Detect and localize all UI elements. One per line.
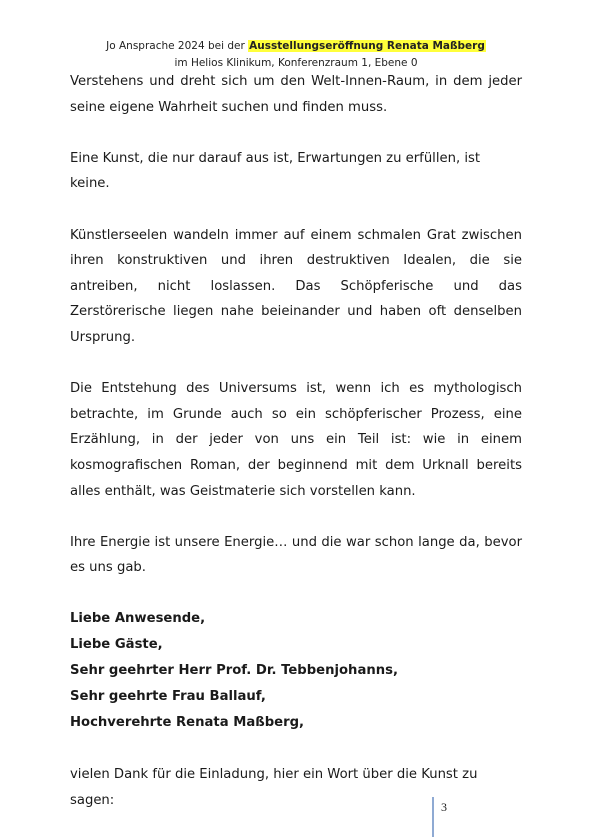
header-highlight: Ausstellungseröffnung Renata Maßberg <box>249 40 485 52</box>
page-header <box>0 38 592 72</box>
document-body <box>70 69 522 839</box>
closing-paragraph: vielen Dank für die Einladung, hier ein Wort über die Kunst zu sagen: <box>70 767 478 808</box>
paragraph: Die Entstehung des Universums ist, wenn ich es mythologisch betrachte, im Grunde auch so ein schöpferischer Prozess, eine Erzählung, in der jeder von uns ein Teil ist: wie in einem kosmografischen Roman, der beginnend mit dem Urknall bereits alles enthält, was Geistmaterie sich vorstellen kann. <box>70 381 522 499</box>
salutation-block <box>70 606 522 736</box>
salutation-line: Liebe Gäste, <box>70 637 163 653</box>
header-line-2: im Helios Klinikum, Konferenzraum 1, Ebene 0 <box>174 57 418 69</box>
paragraph: Verstehens und dreht sich um den Welt-Innen-Raum, in dem jeder seine eigene Wahrheit suchen und finden muss. <box>70 74 522 115</box>
header-line-1 <box>0 38 592 55</box>
paragraph: Künstlerseelen wandeln immer auf einem schmalen Grat zwischen ihren konstruktiven und ihren destruktiven Idealen, die sie antreiben, nicht loslassen. Das Schöpferische und das Zerstörerische liegen nahe beieinander und haben oft denselben Ursprung. <box>70 227 522 345</box>
paragraph: Ihre Energie ist unsere Energie… und die war schon lange da, bevor es uns gab. <box>70 534 522 576</box>
page-number-bar <box>432 797 434 837</box>
salutation-line: Sehr geehrter Herr Prof. Dr. Tebbenjohanns, <box>70 663 398 679</box>
header-prefix: Jo Ansprache 2024 bei der <box>106 40 249 52</box>
salutation-line: Liebe Anwesende, <box>70 611 206 627</box>
salutation-line: Sehr geehrte Frau Ballauf, <box>70 689 266 705</box>
paragraph: Eine Kunst, die nur darauf aus ist, Erwartungen zu erfüllen, ist keine. <box>70 150 481 192</box>
page-number: 3 <box>441 800 447 814</box>
salutation-line: Hochverehrte Renata Maßberg, <box>70 715 305 731</box>
